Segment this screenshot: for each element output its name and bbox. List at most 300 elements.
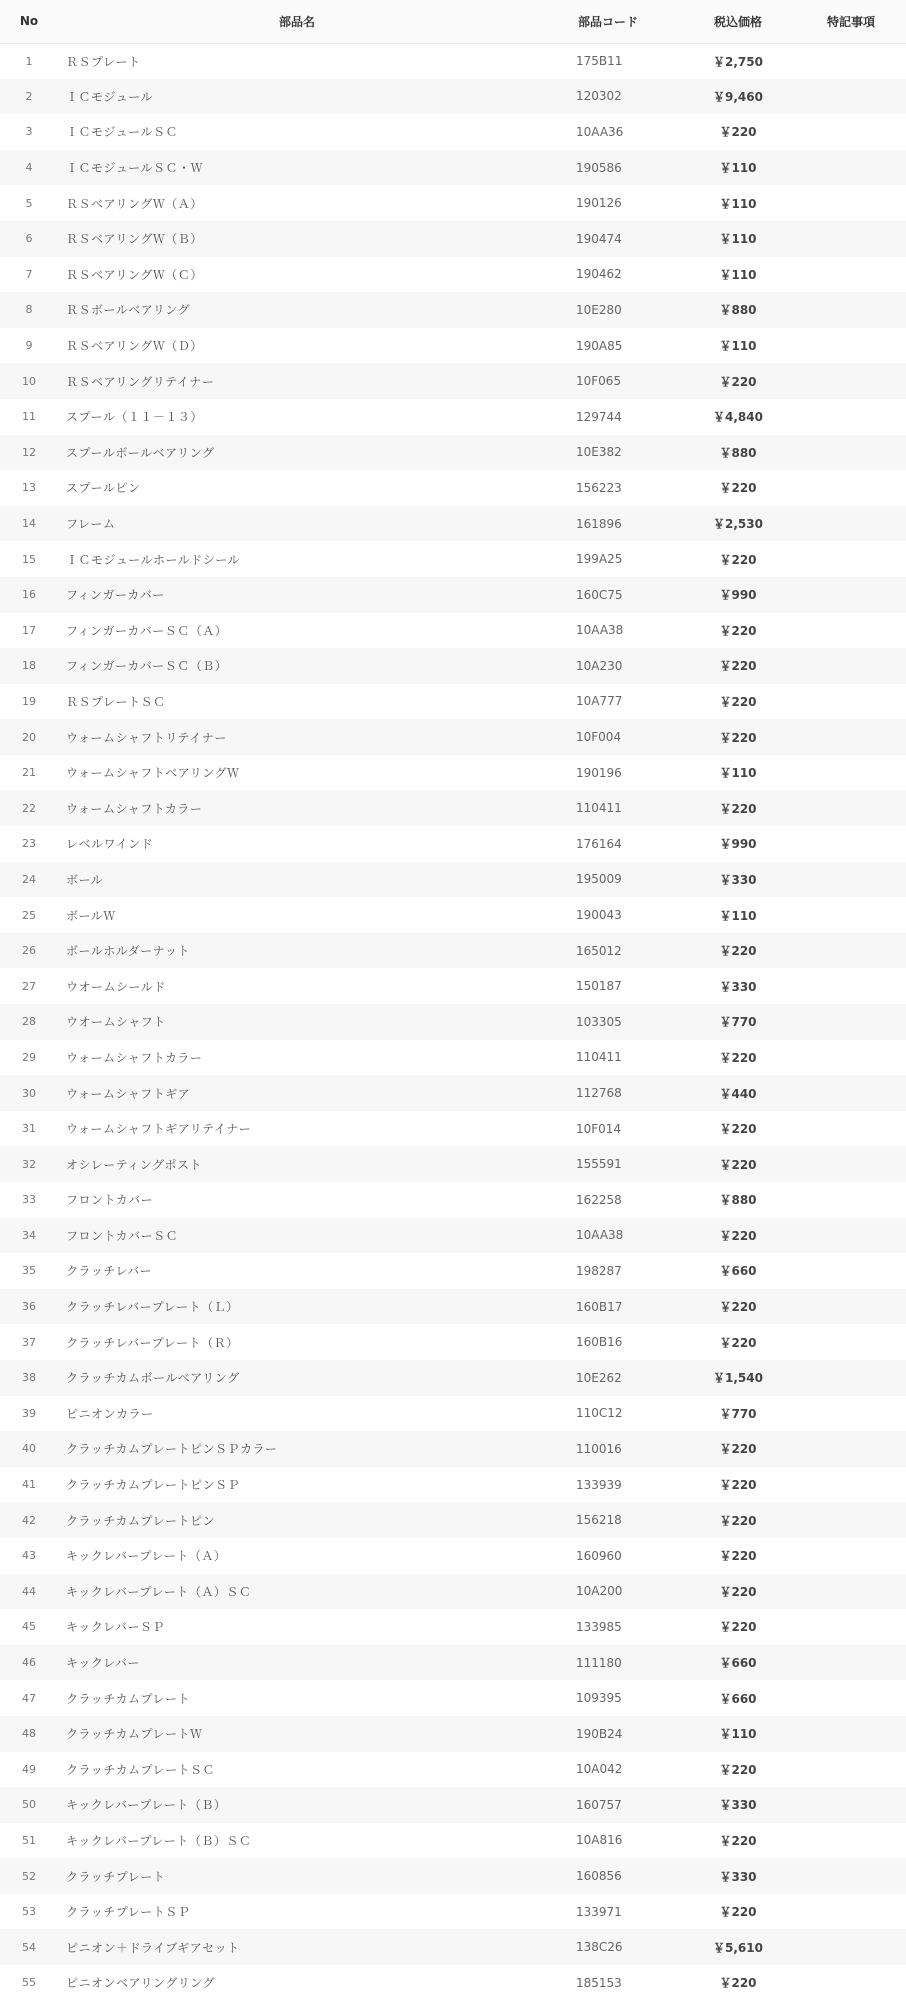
table-row [0, 150, 906, 186]
part-name: キックレバープレート（Ａ）ＳＣ [66, 1584, 252, 1599]
part-code: 175B11 [576, 54, 623, 69]
price: ￥660 [719, 1264, 757, 1279]
notes [796, 719, 906, 755]
part-code: 162258 [576, 1192, 622, 1207]
header-part-name: 部品名 [278, 14, 315, 29]
part-name: ＩＣモジュールＳＣ [66, 125, 179, 140]
header-notes: 特記事項 [826, 14, 875, 29]
part-name: ＩＣモジュール [66, 89, 154, 104]
part-name: ＲＳベアリングリテイナー [66, 374, 215, 389]
table-row [0, 1467, 906, 1503]
price: ￥110 [719, 196, 757, 211]
row-no: 25 [22, 908, 36, 922]
part-name: クラッチレバー [66, 1264, 153, 1279]
part-name: スプールボールベアリング [66, 445, 215, 460]
price: ￥220 [719, 552, 757, 567]
part-code: 160960 [576, 1548, 622, 1563]
notes [796, 1467, 906, 1503]
table-row [0, 221, 906, 257]
part-name: キックレバープレート（Ｂ） [66, 1798, 227, 1813]
notes [796, 1929, 906, 1965]
part-code: 161896 [576, 516, 622, 531]
price: ￥9,460 [713, 89, 763, 104]
part-code: 10AA38 [576, 1228, 624, 1243]
row-no: 37 [22, 1335, 36, 1349]
part-name: クラッチカムプレートＷ [66, 1727, 203, 1742]
price: ￥110 [719, 267, 757, 282]
notes [796, 1004, 906, 1040]
part-code: 190043 [576, 908, 622, 923]
notes [796, 826, 906, 862]
notes [796, 150, 906, 186]
part-code: 198287 [576, 1263, 622, 1278]
row-no: 27 [22, 979, 36, 993]
table-row [0, 1253, 906, 1289]
table-row [0, 435, 906, 471]
price: ￥990 [719, 837, 757, 852]
notes [796, 506, 906, 542]
table-row [0, 399, 906, 435]
part-code: 10AA36 [576, 124, 624, 139]
part-name: フロントカバー [66, 1193, 154, 1208]
part-name: ピニオンベアリングリング [66, 1976, 216, 1991]
table-row [0, 790, 906, 826]
row-no: 11 [22, 410, 36, 424]
row-no: 44 [22, 1584, 36, 1598]
row-no: 4 [25, 161, 33, 175]
row-no: 23 [22, 837, 36, 851]
part-code: 160757 [576, 1797, 622, 1812]
part-code: 10A042 [576, 1762, 623, 1777]
table-row [0, 1431, 906, 1467]
part-name: レベルワインド [66, 837, 154, 852]
part-code: 160B16 [576, 1335, 623, 1350]
part-code: 110016 [576, 1441, 622, 1456]
part-name: フロントカバーＳＣ [66, 1228, 179, 1243]
part-code: 10E382 [576, 445, 622, 460]
table-row [0, 862, 906, 898]
notes [796, 648, 906, 684]
row-no: 22 [22, 801, 36, 815]
part-name: ウォームシャフトギアリテイナー [66, 1122, 252, 1137]
table-row [0, 1004, 906, 1040]
part-code: 133971 [576, 1904, 622, 1919]
table-row [0, 1218, 906, 1254]
part-code: 156218 [576, 1513, 622, 1528]
table-row [0, 719, 906, 755]
row-no: 1 [25, 54, 33, 68]
notes [796, 292, 906, 328]
price: ￥770 [719, 1406, 757, 1421]
row-no: 55 [22, 1976, 36, 1990]
row-no: 6 [25, 232, 33, 246]
part-name: クラッチカムプレートピンＳＰカラー [66, 1442, 278, 1457]
table-row [0, 1894, 906, 1930]
part-name: スプール（１１－１３） [66, 410, 203, 425]
notes [796, 541, 906, 577]
price: ￥220 [719, 1905, 757, 1920]
notes [796, 1858, 906, 1894]
table-row [0, 648, 906, 684]
header-price: 税込価格 [713, 14, 762, 29]
row-no: 24 [22, 872, 36, 886]
part-name: ウオームシャフト [66, 1015, 166, 1030]
row-no: 41 [22, 1478, 36, 1492]
part-name: フィンガーカバーＳＣ（Ａ） [66, 623, 228, 638]
row-no: 12 [22, 445, 36, 459]
row-no: 31 [22, 1122, 36, 1136]
row-no: 51 [22, 1833, 36, 1847]
part-code: 199A25 [576, 552, 623, 567]
table-row [0, 1645, 906, 1681]
row-no: 50 [22, 1798, 36, 1812]
notes [796, 185, 906, 221]
price: ￥330 [719, 979, 757, 994]
row-no: 34 [22, 1228, 36, 1242]
part-code: 190462 [576, 267, 622, 282]
notes [796, 968, 906, 1004]
table-row [0, 826, 906, 862]
table-row [0, 1752, 906, 1788]
notes [796, 1502, 906, 1538]
part-code: 111180 [576, 1655, 622, 1670]
price: ￥110 [719, 1727, 757, 1742]
part-code: 10E262 [576, 1370, 622, 1385]
table-row [0, 1680, 906, 1716]
notes [796, 1360, 906, 1396]
notes [796, 1574, 906, 1610]
row-no: 36 [22, 1300, 36, 1314]
part-code: 156223 [576, 480, 622, 495]
part-code: 10AA38 [576, 623, 624, 638]
price: ￥660 [719, 1656, 757, 1671]
part-code: 138C26 [576, 1940, 623, 1955]
part-code: 10E280 [576, 302, 622, 317]
part-code: 190196 [576, 765, 622, 780]
price: ￥880 [719, 303, 757, 318]
part-name: ＲＳベアリングＷ（Ｂ） [66, 232, 203, 247]
price: ￥770 [719, 1015, 757, 1030]
price: ￥220 [719, 1228, 757, 1243]
notes [796, 577, 906, 613]
notes [796, 435, 906, 471]
notes [796, 862, 906, 898]
price: ￥220 [719, 1549, 757, 1564]
row-no: 8 [25, 303, 33, 317]
part-name: ボール [66, 872, 104, 887]
row-no: 20 [22, 730, 36, 744]
notes [796, 1040, 906, 1076]
part-code: 10A816 [576, 1833, 623, 1848]
part-code: 10F014 [576, 1121, 622, 1136]
price: ￥220 [719, 1300, 757, 1315]
notes [796, 1680, 906, 1716]
price: ￥220 [719, 1584, 757, 1599]
part-name: キックレバーＳＰ [66, 1620, 165, 1635]
table-row [0, 1040, 906, 1076]
notes [796, 1823, 906, 1859]
table-row [0, 1609, 906, 1645]
part-name: フィンガーカバーＳＣ（Ｂ） [66, 659, 228, 674]
table-row [0, 1324, 906, 1360]
table-row [0, 1823, 906, 1859]
price: ￥220 [719, 1335, 757, 1350]
table-row [0, 1289, 906, 1325]
notes [796, 613, 906, 649]
price: ￥440 [719, 1086, 757, 1101]
price: ￥220 [719, 374, 757, 389]
row-no: 19 [22, 694, 36, 708]
price: ￥220 [719, 1513, 757, 1528]
table-row [0, 363, 906, 399]
part-code: 10A230 [576, 658, 623, 673]
row-no: 33 [22, 1193, 36, 1207]
row-no: 35 [22, 1264, 36, 1278]
table-row [0, 185, 906, 221]
row-no: 52 [22, 1869, 36, 1883]
price: ￥220 [719, 1442, 757, 1457]
price: ￥2,750 [713, 54, 763, 69]
row-no: 2 [25, 89, 33, 103]
row-no: 7 [25, 267, 33, 281]
row-no: 18 [22, 659, 36, 673]
price: ￥220 [719, 1976, 757, 1991]
table-row [0, 114, 906, 150]
table-row [0, 968, 906, 1004]
table-body [0, 43, 906, 2001]
notes [796, 1146, 906, 1182]
table-row [0, 1716, 906, 1752]
price: ￥110 [719, 766, 757, 781]
row-no: 47 [22, 1691, 36, 1705]
part-code: 10F004 [576, 730, 622, 745]
price: ￥660 [719, 1691, 757, 1706]
notes [796, 1752, 906, 1788]
notes [796, 1324, 906, 1360]
price: ￥990 [719, 588, 757, 603]
row-no: 53 [22, 1905, 36, 1919]
notes [796, 933, 906, 969]
price: ￥330 [719, 1869, 757, 1884]
row-no: 29 [22, 1050, 36, 1064]
part-name: ＲＳベアリングＷ（Ａ） [66, 196, 203, 211]
part-name: クラッチカムプレートＳＣ [66, 1762, 216, 1777]
row-no: 40 [22, 1442, 36, 1456]
part-code: 165012 [576, 943, 622, 958]
table-row [0, 1111, 906, 1147]
part-code: 190474 [576, 231, 622, 246]
row-no: 13 [22, 481, 36, 495]
notes [796, 1111, 906, 1147]
price: ￥220 [719, 1762, 757, 1777]
part-code: 155591 [576, 1157, 622, 1172]
row-no: 30 [22, 1086, 36, 1100]
part-name: クラッチプレートＳＰ [66, 1905, 191, 1920]
price: ￥5,610 [713, 1940, 763, 1955]
part-name: ウォームシャフトベアリングＷ [66, 766, 240, 781]
notes [796, 1965, 906, 2001]
notes [796, 1396, 906, 1432]
part-name: ＩＣモジュールＳＣ・Ｗ [66, 161, 204, 176]
notes [796, 1253, 906, 1289]
part-name: フレーム [66, 517, 116, 532]
part-name: ＩＣモジュールホールドシール [66, 552, 241, 567]
row-no: 16 [22, 588, 36, 602]
notes [796, 1289, 906, 1325]
notes [796, 470, 906, 506]
table-header [0, 0, 906, 43]
row-no: 38 [22, 1371, 36, 1385]
notes [796, 684, 906, 720]
part-name: スプールピン [66, 481, 141, 496]
row-no: 48 [22, 1727, 36, 1741]
price: ￥330 [719, 1798, 757, 1813]
part-code: 110C12 [576, 1406, 623, 1421]
row-no: 45 [22, 1620, 36, 1634]
part-name: ボールＷ [66, 908, 116, 923]
price: ￥220 [719, 659, 757, 674]
part-code: 190B24 [576, 1726, 623, 1741]
table-row [0, 1146, 906, 1182]
table-row [0, 755, 906, 791]
price: ￥220 [719, 623, 757, 638]
price: ￥220 [719, 944, 757, 959]
price: ￥220 [719, 1122, 757, 1137]
table-row [0, 1574, 906, 1610]
header-part-code: 部品コード [577, 14, 638, 29]
part-code: 190586 [576, 160, 622, 175]
price: ￥220 [719, 1157, 757, 1172]
notes [796, 221, 906, 257]
notes [796, 1716, 906, 1752]
table-row [0, 79, 906, 115]
table-row [0, 897, 906, 933]
part-code: 190A85 [576, 338, 623, 353]
row-no: 54 [22, 1940, 36, 1954]
notes [796, 399, 906, 435]
part-name: クラッチカムプレートピン [66, 1513, 216, 1528]
table-row [0, 1502, 906, 1538]
notes [796, 43, 906, 79]
part-name: ＲＳプレート [66, 54, 141, 69]
row-no: 21 [22, 766, 36, 780]
part-code: 110411 [576, 801, 622, 816]
table-row [0, 43, 906, 79]
price: ￥220 [719, 125, 757, 140]
table-row [0, 1075, 906, 1111]
part-name: クラッチレバープレート（Ｌ） [66, 1300, 239, 1315]
part-name: クラッチカムプレートピンＳＰ [66, 1478, 241, 1493]
price: ￥220 [719, 1620, 757, 1635]
header-row [0, 0, 906, 43]
table-row [0, 1858, 906, 1894]
notes [796, 1075, 906, 1111]
price: ￥4,840 [713, 410, 763, 425]
table-row [0, 506, 906, 542]
part-code: 10F065 [576, 374, 622, 389]
part-name: ボールホルダーナット [66, 944, 191, 959]
price: ￥220 [719, 1050, 757, 1065]
row-no: 39 [22, 1406, 36, 1420]
price: ￥2,530 [713, 517, 763, 532]
part-name: クラッチプレート [66, 1869, 166, 1884]
part-name: ＲＳベアリングＷ（Ｄ） [66, 339, 203, 354]
table-row [0, 292, 906, 328]
table-row [0, 933, 906, 969]
row-no: 49 [22, 1762, 36, 1776]
part-code: 110411 [576, 1050, 622, 1065]
row-no: 9 [25, 339, 33, 353]
row-no: 43 [22, 1549, 36, 1563]
part-code: 185153 [576, 1975, 622, 1990]
part-code: 133939 [576, 1477, 622, 1492]
table-row [0, 613, 906, 649]
part-name: オシレーティングポスト [66, 1157, 203, 1172]
table-row [0, 328, 906, 364]
table-row [0, 1787, 906, 1823]
part-code: 129744 [576, 409, 622, 424]
row-no: 28 [22, 1015, 36, 1029]
part-code: 190126 [576, 196, 622, 211]
table-row [0, 1538, 906, 1574]
table-row [0, 1360, 906, 1396]
price: ￥110 [719, 232, 757, 247]
table-row [0, 1396, 906, 1432]
part-name: ピニオンカラー [66, 1406, 154, 1421]
notes [796, 1182, 906, 1218]
row-no: 5 [25, 196, 33, 210]
price: ￥110 [719, 339, 757, 354]
price: ￥110 [719, 908, 757, 923]
part-code: 195009 [576, 872, 622, 887]
table-row [0, 684, 906, 720]
price: ￥220 [719, 801, 757, 816]
row-no: 14 [22, 517, 36, 531]
part-code: 133985 [576, 1619, 622, 1634]
part-name: クラッチカムプレート [66, 1691, 191, 1706]
part-name: キックレバープレート（Ｂ）ＳＣ [66, 1833, 252, 1848]
notes [796, 1538, 906, 1574]
part-code: 160856 [576, 1869, 622, 1884]
row-no: 10 [22, 374, 36, 388]
part-name: クラッチカムボールベアリング [66, 1371, 240, 1386]
part-name: ウォームシャフトギア [66, 1086, 191, 1101]
row-no: 15 [22, 552, 36, 566]
notes [796, 328, 906, 364]
part-name: ウオームシールド [66, 979, 166, 994]
part-name: ＲＳプレートＳＣ [66, 694, 166, 709]
price: ￥220 [719, 1833, 757, 1848]
row-no: 46 [22, 1656, 36, 1670]
notes [796, 1787, 906, 1823]
table-row [0, 577, 906, 613]
part-code: 10A777 [576, 694, 623, 709]
notes [796, 897, 906, 933]
price: ￥880 [719, 445, 757, 460]
header-no: No [19, 14, 39, 29]
part-code: 150187 [576, 979, 622, 994]
table-row [0, 470, 906, 506]
part-code: 112768 [576, 1086, 622, 1101]
part-name: ウォームシャフトカラー [66, 1050, 203, 1065]
price: ￥220 [719, 1478, 757, 1493]
notes [796, 79, 906, 115]
notes [796, 1645, 906, 1681]
row-no: 17 [22, 623, 36, 637]
part-code: 109395 [576, 1691, 622, 1706]
part-name: キックレバー [66, 1656, 140, 1671]
part-code: 10A200 [576, 1584, 623, 1599]
